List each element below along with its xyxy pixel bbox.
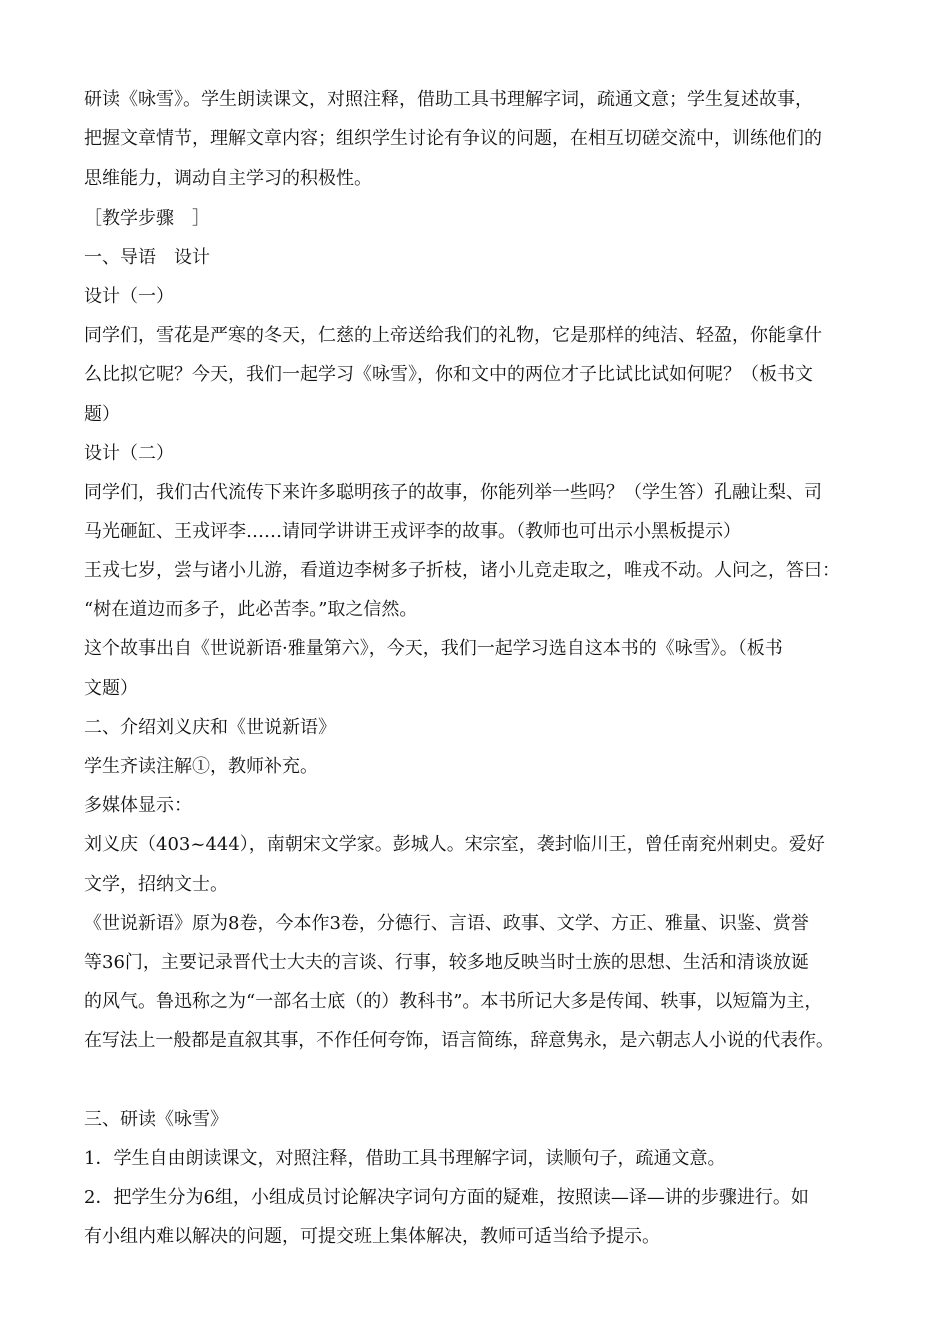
paragraph-line: 文学，招纳文士。 (84, 874, 228, 895)
paragraph-line: “树在道边而多子，此必苦李。”取之信然。 (84, 599, 418, 620)
paragraph-line: 马光砸缸、王戎评李……请同学讲讲王戎评李的故事。（教师也可出示小黑板提示） (84, 521, 741, 542)
paragraph-line: 的风气。鲁迅称之为“一部名士底（的）教科书”。本书所记大多是传闻、轶事，以短篇为主， (84, 991, 823, 1012)
paragraph-line: 同学们，雪花是严寒的冬天，仁慈的上帝送给我们的礼物，它是那样的纯洁、轻盈，你能拿什 (84, 325, 822, 346)
paragraph-line: 文题） (84, 678, 138, 699)
paragraph-line: 这个故事出自《世说新语·雅量第六》，今天，我们一起学习选自这本书的《咏雪》。（板书 (84, 638, 783, 659)
paragraph-line: 2．把学生分为6组，小组成员讨论解决字词句方面的疑难，按照读—译—讲的步骤进行。如 (84, 1187, 809, 1208)
paragraph-line: 题） (84, 404, 120, 425)
section-heading: ［教学步骤 ］ (84, 208, 210, 229)
paragraph-line: 等36门，主要记录晋代士大夫的言谈、行事，较多地反映当时士族的思想、生活和清谈放诞 (84, 952, 809, 973)
section-heading: 三、研读《咏雪》 (84, 1109, 228, 1130)
paragraph-line: 研读《咏雪》。学生朗读课文，对照注释，借助工具书理解字词，疏通文意；学生复述故事， (84, 89, 813, 110)
paragraph-line: 刘义庆（403~444），南朝宋文学家。彭城人。宋宗室，袭封临川王，曾任南兖州刺史。爱好 (84, 834, 825, 855)
paragraph-line: 把握文章情节，理解文章内容；组织学生讨论有争议的问题，在相互切磋交流中，训练他们的 (84, 128, 822, 149)
paragraph-line: 1．学生自由朗读课文，对照注释，借助工具书理解字词，读顺句子，疏通文意。 (84, 1148, 726, 1169)
paragraph-line: 思维能力，调动自主学习的积极性。 (84, 168, 372, 189)
section-heading: 二、介绍刘义庆和《世说新语》 (84, 717, 336, 738)
subsection-heading: 设计（一） (84, 286, 174, 307)
paragraph-line: 有小组内难以解决的问题，可提交班上集体解决，教师可适当给予提示。 (84, 1226, 660, 1247)
paragraph-line: 在写法上一般都是直叙其事，不作任何夸饰，语言简练，辞意隽永，是六朝志人小说的代表作。 (84, 1030, 834, 1051)
paragraph-line: 多媒体显示： (84, 795, 192, 816)
paragraph-line: 么比拟它呢？今天，我们一起学习《咏雪》，你和文中的两位才子比试比试如何呢？（板书文 (84, 364, 813, 385)
section-heading: 一、导语 设计 (84, 247, 210, 268)
paragraph-line: 《世说新语》原为8卷，今本作3卷，分德行、言语、政事、文学、方正、雅量、识鉴、赏誉 (84, 913, 809, 934)
paragraph-line: 王戎七岁，尝与诸小儿游，看道边李树多子折枝，诸小儿竞走取之，唯戎不动。人问之，答曰： (84, 560, 840, 581)
paragraph-line: 同学们，我们古代流传下来许多聪明孩子的故事，你能列举一些吗？（学生答）孔融让梨、司 (84, 482, 822, 503)
subsection-heading: 设计（二） (84, 443, 174, 464)
paragraph-line: 学生齐读注解①，教师补充。 (84, 756, 318, 777)
